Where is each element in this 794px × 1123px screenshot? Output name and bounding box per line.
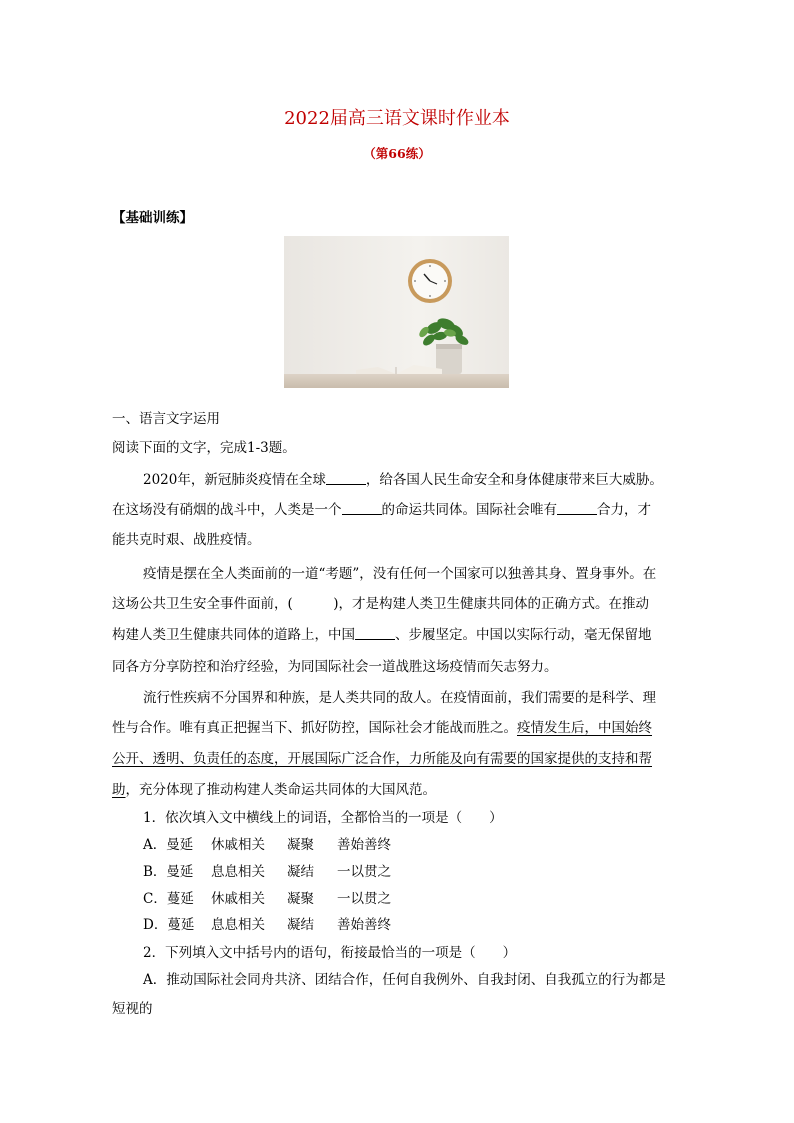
passage-line: 能共克时艰、战胜疫情。 xyxy=(112,532,261,548)
passage-line: 流行性疾病不分国界和种族，是人类共同的敌人。在疫情面前，我们需要的是科学、理 xyxy=(143,690,656,706)
underlined-sentence: 疫情发生后，中国始终 xyxy=(517,720,652,736)
option-a xyxy=(143,833,391,853)
option-d xyxy=(143,913,391,933)
part-heading: 一、语言文字运用 xyxy=(112,411,220,427)
option-word: 善始善终 xyxy=(337,837,391,853)
option-word: 凝聚 xyxy=(287,837,314,853)
option-c xyxy=(143,887,391,907)
option-word: 凝结 xyxy=(287,864,314,880)
passage-text: 构建人类卫生健康共同体的道路上，中国 xyxy=(112,627,355,643)
passage-line xyxy=(112,623,652,643)
passage-line xyxy=(112,716,652,736)
passage-line xyxy=(112,778,436,798)
option-a-continued: 短视的 xyxy=(112,1001,153,1017)
option-word: C．蔓延 xyxy=(143,891,194,907)
passage-text: 性与合作。唯有真正把握当下、抓好防控，国际社会才能战而胜之。 xyxy=(112,720,517,736)
option-word: 息息相关 xyxy=(211,917,265,933)
option-word: 休戚相关 xyxy=(211,891,265,907)
answer-blank xyxy=(342,502,382,515)
section-heading: 【基础训练】 xyxy=(112,210,193,226)
passage-text: 的命运共同体。国际社会唯有 xyxy=(381,502,557,518)
passage-text: ，充分体现了推动构建人类命运共同体的大国风范。 xyxy=(125,782,436,798)
option-word: 善始善终 xyxy=(337,917,391,933)
question-2: 2．下列填入文中括号内的语句，衔接最恰当的一项是（ ） xyxy=(143,945,517,961)
passage-line: 这场公共卫生安全事件面前，( )，才是构建人类卫生健康共同体的正确方式。在推动 xyxy=(112,596,650,612)
answer-blank xyxy=(326,472,366,485)
underlined-sentence: 助 xyxy=(112,782,126,798)
option-word: 息息相关 xyxy=(211,864,265,880)
passage-text: ，给各国人民生命安全和身体健康带来巨大威胁。 xyxy=(365,472,663,488)
clock-plant-book-icon xyxy=(284,236,509,388)
answer-blank xyxy=(355,627,395,640)
passage-line xyxy=(112,498,651,518)
option-word: B．曼延 xyxy=(143,864,194,880)
passage-line: 疫情是摆在全人类面前的一道“考题”，没有任何一个国家可以独善其身、置身事外。在 xyxy=(143,566,657,582)
document-subtitle: （第66练） xyxy=(363,146,431,161)
passage-line xyxy=(143,468,663,488)
document-title: 2022届高三语文课时作业本 xyxy=(284,108,510,129)
passage-text: 2020年，新冠肺炎疫情在全球 xyxy=(143,472,326,488)
option-word: 凝结 xyxy=(287,917,314,933)
answer-blank xyxy=(557,502,597,515)
option-word: 一以贯之 xyxy=(337,864,391,880)
passage-line: 同各方分享防控和治疗经验，为同国际社会一道战胜这场疫情而矢志努力。 xyxy=(112,659,558,675)
question-1: 1．依次填入文中横线上的词语，全都恰当的一项是（ ） xyxy=(143,810,503,826)
option-word: 凝聚 xyxy=(287,891,314,907)
option-b xyxy=(143,860,391,880)
passage-line xyxy=(112,747,652,767)
passage-text: 、步履坚定。中国以实际行动，毫无保留地 xyxy=(395,627,652,643)
option-word: 休戚相关 xyxy=(211,837,265,853)
option-word: A．曼延 xyxy=(143,837,194,853)
passage-text: 合力，才 xyxy=(597,502,651,518)
instruction-text: 阅读下面的文字，完成1-3题。 xyxy=(112,440,296,456)
option-word: 一以贯之 xyxy=(337,891,391,907)
illustration-photo xyxy=(284,236,509,388)
passage-text: 在这场没有硝烟的战斗中，人类是一个 xyxy=(112,502,342,518)
underlined-sentence: 公开、透明、负责任的态度，开展国际广泛合作，力所能及向有需要的国家提供的支持和帮 xyxy=(112,751,652,767)
option-word: D．蔓延 xyxy=(143,917,195,933)
option-a: A．推动国际社会同舟共济、团结合作，任何自我例外、自我封闭、自我孤立的行为都是 xyxy=(143,972,666,988)
